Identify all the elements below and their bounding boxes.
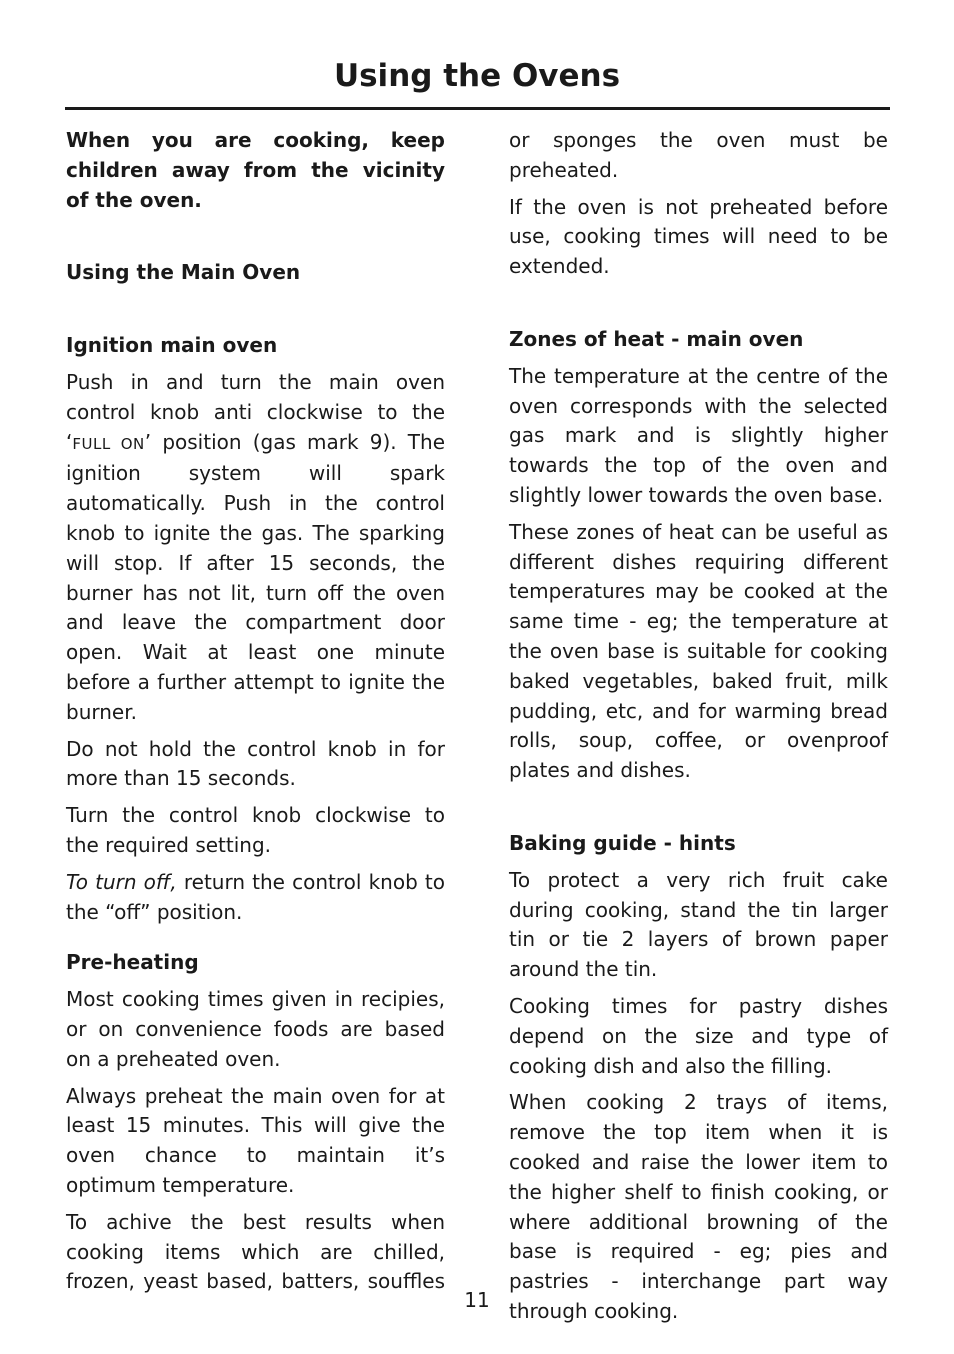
preheating-paragraph-3-continued: or sponges the oven must be preheated.: [509, 128, 888, 182]
zones-paragraph-2: These zones of heat can be useful as different dishes requiring different temperatures may be cooked at the same time - eg; the temperature at the oven base is suitable for cooking baked vegetables, baked fruit, milk pudding, etc, and for warming bread rolls, soup, coffee, or ovenproof plates and dishes.: [509, 519, 888, 783]
full-on-label: FULL ON: [72, 434, 145, 453]
safety-warning: When you are cooking, keep children away from the vicinity of the oven.: [66, 128, 445, 212]
zones-heading: Zones of heat - main oven: [509, 326, 804, 351]
baking-paragraph-1: To protect a very rich fruit cake during cooking, stand the tin larger tin or tie 2 layers of brown paper around the tin.: [509, 867, 888, 982]
baking-heading: Baking guide - hints: [509, 830, 736, 855]
preheating-paragraph-2: Always preheat the main oven for at least 15 minutes. This will give the oven chance to maintain it’s optimum temperature.: [66, 1083, 445, 1197]
turn-off-label: To turn off,: [66, 869, 177, 894]
main-oven-heading: Using the Main Oven: [66, 260, 301, 285]
title-divider: [65, 107, 890, 110]
ignition-heading: Ignition main oven: [66, 333, 278, 358]
preheating-paragraph-4: If the oven is not preheated before use, cooking times will need to be extended.: [509, 194, 888, 279]
page-number: 11: [464, 1288, 490, 1312]
baking-paragraph-3: When cooking 2 trays of items, remove the top item when it is cooked and raise the lower item to the higher shelf to finish cooking, or where additional browning of the base is required - eg; pies and pastries - interchange part way through cooking.: [509, 1090, 888, 1323]
zones-paragraph-1: The temperature at the centre of the oven corresponds with the selected gas mark and is slightly higher towards the top of the oven and slightly lower towards the oven base.: [509, 363, 888, 507]
ignition-paragraph-3: Turn the control knob clockwise to the required setting.: [66, 803, 445, 857]
baking-paragraph-2: Cooking times for pastry dishes depend on the size and type of cooking dish and also the filling.: [509, 993, 888, 1078]
right-column: [509, 126, 888, 1334]
preheating-paragraph-3: To achive the best results when cooking items which are chilled, frozen, yeast based, batters, souffles: [66, 1209, 445, 1294]
left-column: [66, 126, 445, 1304]
page-title: Using the Ovens: [333, 58, 621, 94]
ignition-paragraph-1: Push in and turn the main oven control knob anti clockwise to the ‘FULL ON’ position (gas mark 9). The ignition system will spark automatically. Push in the control knob to ignite the gas. The sparking will stop. If after 15 seconds, the burner has not lit, turn off the oven and leave the compartment door open. Wait at least one minute before a further attempt to ignite the burner.: [66, 369, 445, 724]
ignition-paragraph-4: To turn off, return the control knob to the “off” position.: [66, 869, 446, 924]
ignition-paragraph-2: Do not hold the control knob in for more than 15 seconds.: [66, 736, 445, 791]
preheating-heading: Pre-heating: [66, 950, 199, 975]
preheating-paragraph-1: Most cooking times given in recipies, or on convenience foods are based on a preheated oven.: [66, 987, 445, 1071]
